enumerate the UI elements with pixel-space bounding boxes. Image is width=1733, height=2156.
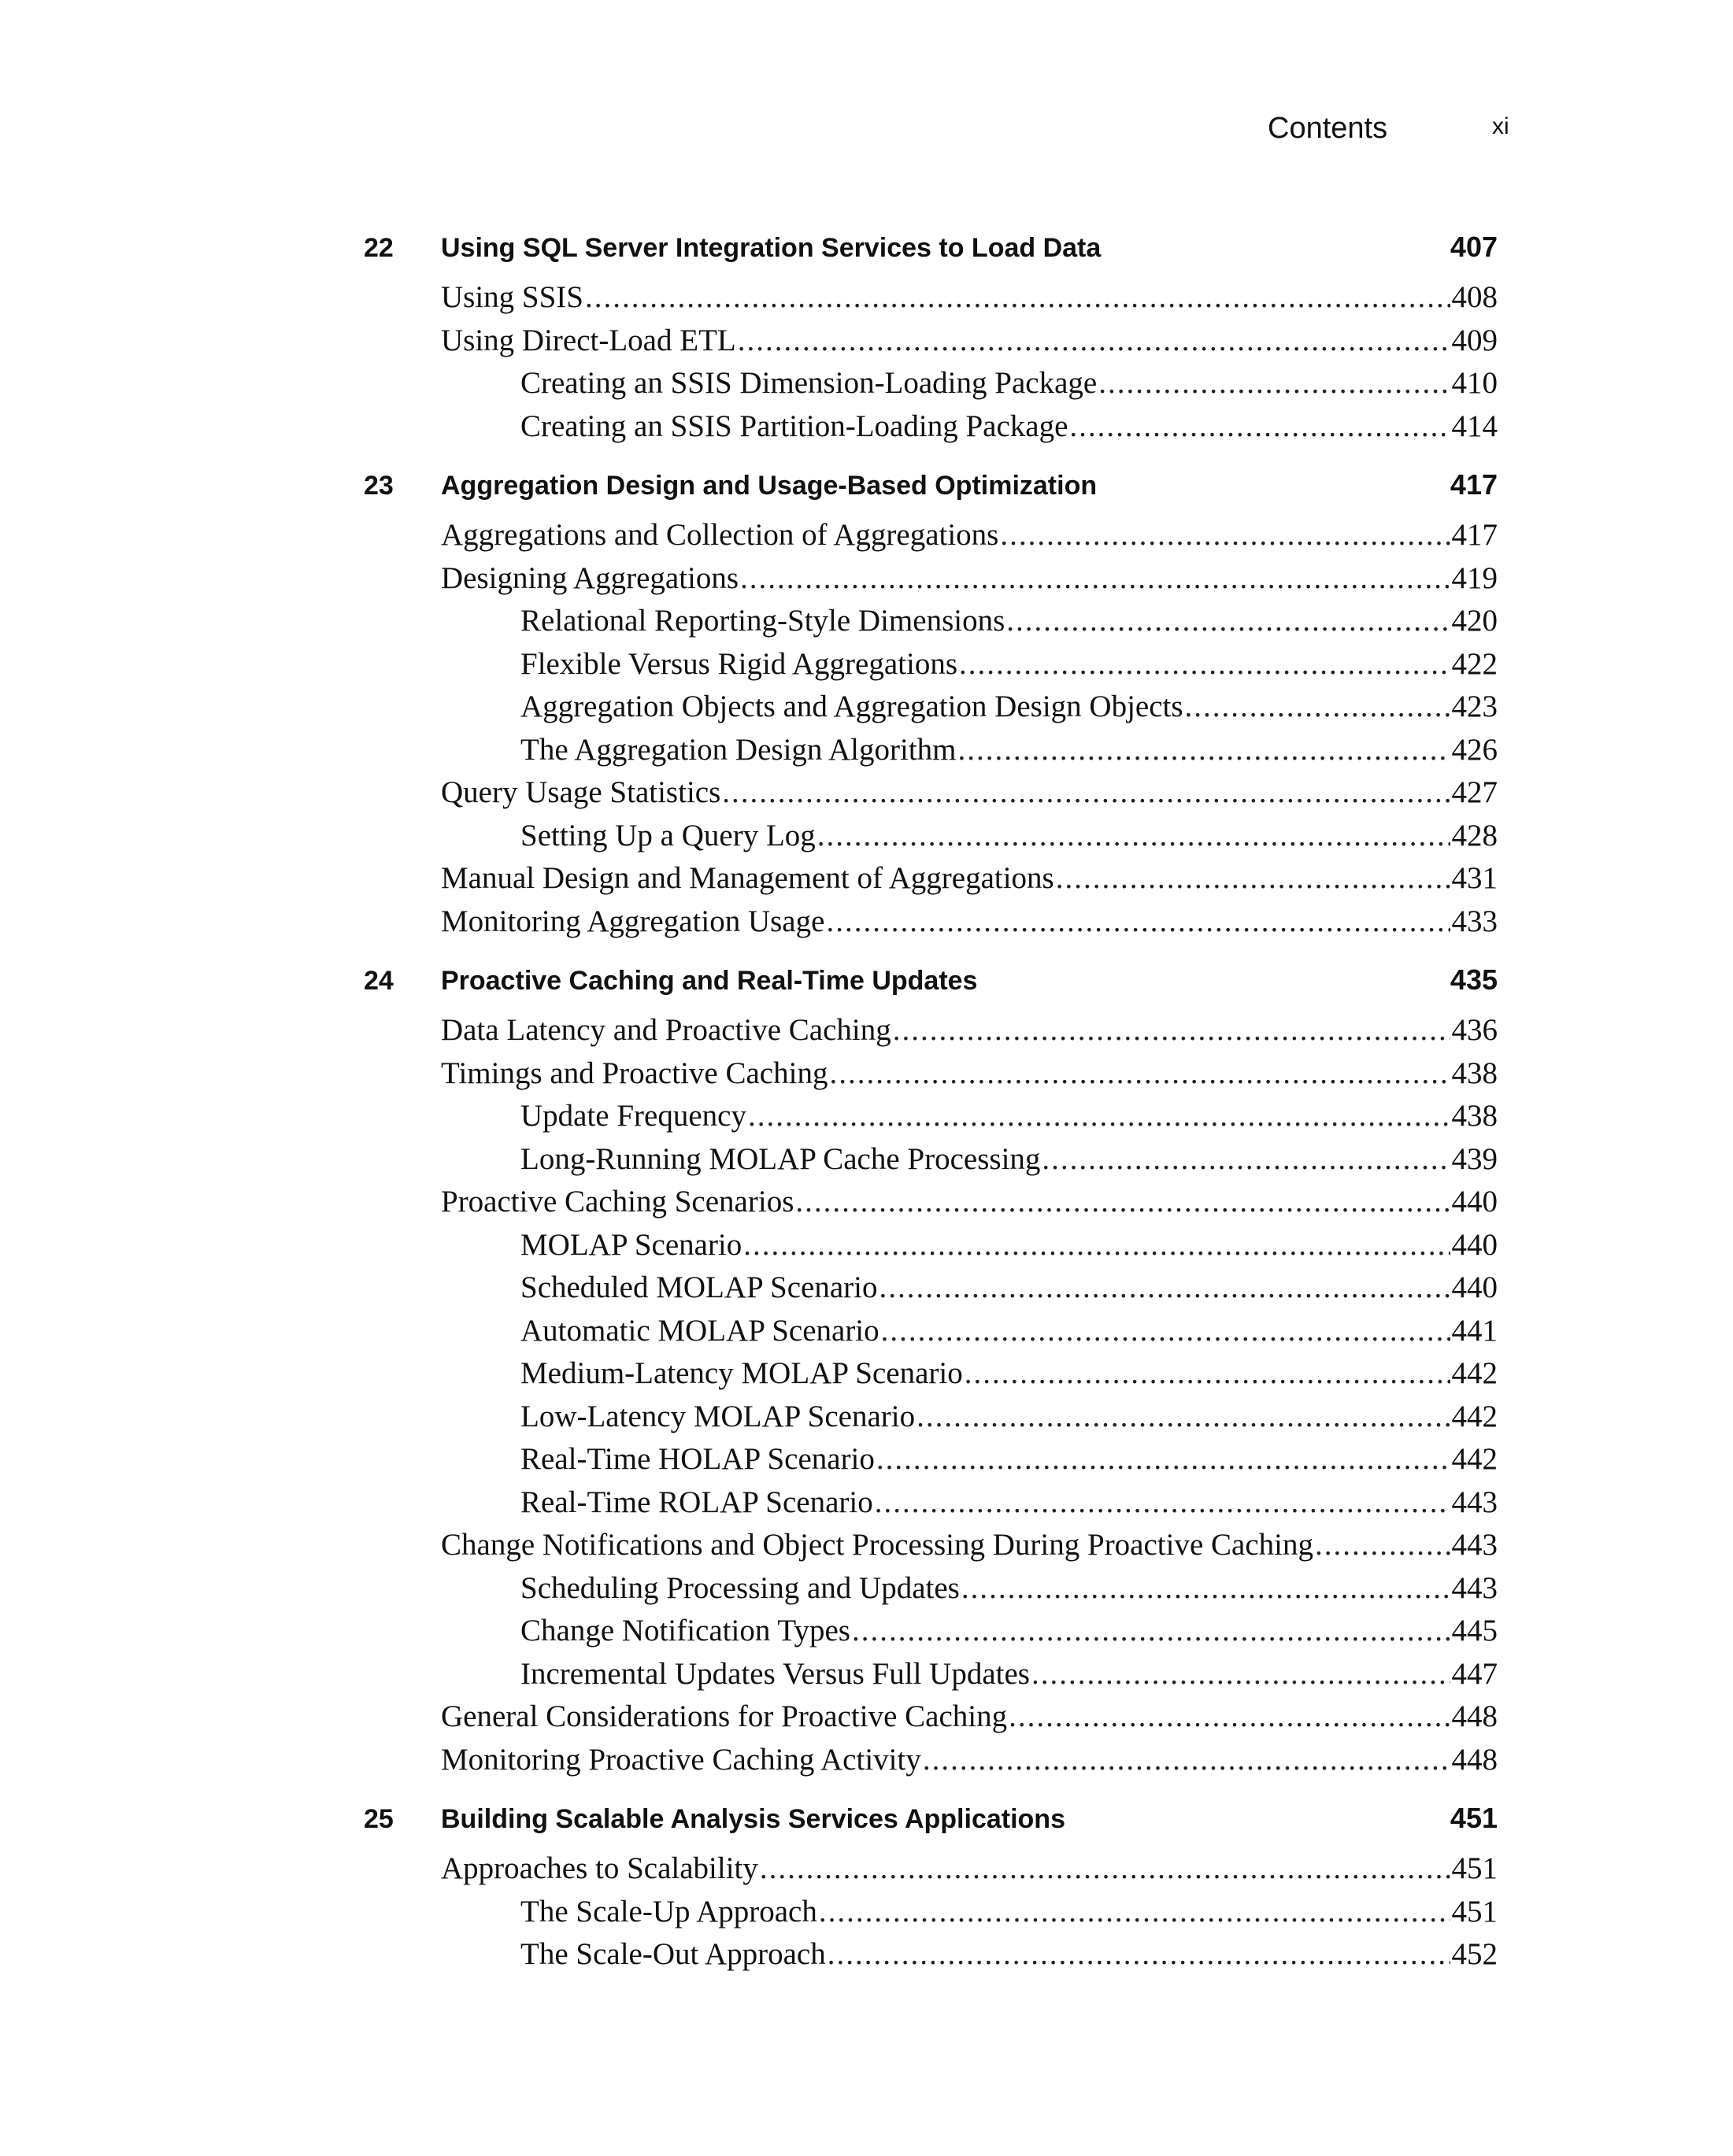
entry-title: Real-Time HOLAP Scenario — [520, 1442, 875, 1476]
entry-page-number: 427 — [1451, 775, 1498, 809]
entry-page-number: 428 — [1451, 818, 1498, 852]
chapter-title: Using SQL Server Integration Services to Load Data — [441, 233, 1102, 263]
entry-page-number: 445 — [1451, 1614, 1498, 1648]
entry-title: Monitoring Aggregation Usage — [441, 904, 825, 938]
dot-leader — [585, 279, 1450, 315]
dot-leader — [852, 1613, 1450, 1648]
chapter-title: Aggregation Design and Usage-Based Optimization — [441, 471, 1098, 501]
dot-leader — [1185, 689, 1450, 724]
entry-page-number: 422 — [1451, 646, 1498, 681]
entry-page-number: 419 — [1451, 560, 1498, 595]
entry-page-number: 423 — [1451, 690, 1498, 723]
entry-title: Relational Reporting-Style Dimensions — [520, 604, 1005, 638]
entry-title: Proactive Caching Scenarios — [441, 1185, 794, 1219]
entry-title: Flexible Versus Rigid Aggregations — [520, 646, 958, 681]
chapter-page-number: 451 — [1450, 1802, 1498, 1834]
entry-title: Data Latency and Proactive Caching — [441, 1013, 891, 1047]
toc-subsection-entry[interactable] — [364, 818, 1498, 861]
dot-leader — [916, 1399, 1450, 1434]
dot-leader — [1056, 860, 1450, 896]
toc-section-entry[interactable] — [364, 1699, 1498, 1742]
entry-title: The Scale-Out Approach — [520, 1937, 826, 1971]
entry-title: Query Usage Statistics — [441, 775, 721, 809]
chapter-title: Proactive Caching and Real-Time Updates — [441, 966, 978, 996]
dot-leader — [826, 904, 1450, 939]
chapter-title: Building Scalable Analysis Services Applications — [441, 1804, 1065, 1834]
entry-title: Change Notifications and Object Processing During Proactive Caching — [441, 1528, 1313, 1562]
entry-page-number: 442 — [1451, 1442, 1498, 1476]
dot-leader — [876, 1441, 1450, 1477]
entry-page-number: 440 — [1451, 1270, 1498, 1304]
chapter-page-number: 417 — [1450, 468, 1498, 501]
dot-leader — [961, 1570, 1450, 1606]
chapter-number: 24 — [364, 966, 394, 996]
dot-leader — [819, 1894, 1450, 1929]
entry-page-number: 451 — [1451, 1894, 1498, 1929]
dot-leader — [965, 1355, 1450, 1391]
toc-subsection-entry[interactable] — [364, 1656, 1498, 1699]
toc-chapter — [364, 468, 1498, 946]
dot-leader — [1009, 1699, 1450, 1734]
entry-title: General Considerations for Proactive Caching — [441, 1699, 1008, 1733]
entry-page-number: 433 — [1451, 904, 1498, 938]
toc-section-entry[interactable] — [364, 1012, 1498, 1056]
toc-chapter — [364, 1802, 1498, 1980]
entry-page-number: 443 — [1451, 1528, 1498, 1562]
entry-page-number: 410 — [1451, 366, 1498, 400]
dot-leader — [958, 732, 1450, 767]
toc-section-entry[interactable] — [364, 1742, 1498, 1785]
page-number: xi — [1492, 113, 1509, 139]
dot-leader — [740, 560, 1450, 596]
entry-title: Creating an SSIS Partition-Loading Package — [520, 409, 1068, 443]
entry-page-number: 451 — [1451, 1851, 1498, 1885]
entry-title: Setting Up a Query Log — [520, 818, 816, 852]
toc-subsection-entry[interactable] — [364, 1355, 1498, 1399]
entry-page-number: 440 — [1451, 1227, 1498, 1262]
toc-section-entry[interactable] — [364, 517, 1498, 560]
entry-title: Manual Design and Management of Aggregations — [441, 861, 1054, 895]
dot-leader — [795, 1184, 1450, 1219]
dot-leader — [1315, 1527, 1450, 1562]
entry-page-number: 431 — [1451, 861, 1498, 895]
running-head-section: Contents — [1268, 112, 1388, 145]
dot-leader — [1031, 1656, 1450, 1692]
toc-subsection-entry[interactable] — [364, 1936, 1498, 1980]
chapter-page-number: 435 — [1450, 963, 1498, 996]
dot-leader — [760, 1851, 1450, 1886]
entry-title: Approaches to Scalability — [441, 1851, 758, 1885]
entry-page-number: 442 — [1451, 1399, 1498, 1433]
dot-leader — [743, 1227, 1450, 1263]
entry-title: Update Frequency — [520, 1099, 746, 1133]
entry-page-number: 409 — [1451, 323, 1498, 357]
dot-leader — [738, 323, 1450, 358]
entry-page-number: 439 — [1451, 1141, 1498, 1176]
entry-page-number: 414 — [1451, 409, 1498, 443]
toc-subsection-entry[interactable] — [364, 1313, 1498, 1356]
dot-leader — [881, 1313, 1450, 1348]
entry-title: Aggregation Objects and Aggregation Design Objects — [520, 690, 1183, 723]
toc-subsection-entry[interactable] — [364, 689, 1498, 732]
dot-leader — [1098, 365, 1450, 401]
toc-subsection-entry[interactable] — [364, 409, 1498, 452]
toc-chapter-heading[interactable] — [364, 963, 1498, 1012]
entry-title: Monitoring Proactive Caching Activity — [441, 1742, 921, 1777]
toc-section-entry[interactable] — [364, 323, 1498, 366]
toc-subsection-entry[interactable] — [364, 1098, 1498, 1141]
running-head — [0, 112, 1733, 159]
toc-chapter — [364, 231, 1498, 451]
chapter-number: 25 — [364, 1804, 394, 1834]
toc-chapter — [364, 963, 1498, 1784]
dot-leader — [923, 1742, 1450, 1777]
entry-title: Long-Running MOLAP Cache Processing — [520, 1141, 1041, 1176]
entry-title: Using SSIS — [441, 280, 583, 314]
entry-page-number: 448 — [1451, 1699, 1498, 1733]
dot-leader — [748, 1098, 1450, 1133]
entry-page-number: 436 — [1451, 1013, 1498, 1047]
entry-page-number: 408 — [1451, 280, 1498, 314]
toc-subsection-entry[interactable] — [364, 1485, 1498, 1528]
toc-section-entry[interactable] — [364, 1056, 1498, 1099]
toc-subsection-entry[interactable] — [364, 646, 1498, 690]
entry-page-number: 420 — [1451, 604, 1498, 638]
toc-subsection-entry[interactable] — [364, 603, 1498, 646]
entry-page-number: 417 — [1451, 518, 1498, 552]
toc-subsection-entry[interactable] — [364, 1399, 1498, 1442]
dot-leader — [828, 1936, 1450, 1972]
toc-chapter-heading[interactable] — [364, 468, 1498, 517]
toc-section-entry[interactable] — [364, 1527, 1498, 1570]
toc-section-entry[interactable] — [364, 904, 1498, 947]
entry-page-number: 443 — [1451, 1485, 1498, 1519]
entry-page-number: 448 — [1451, 1742, 1498, 1777]
dot-leader — [879, 1270, 1450, 1305]
entry-title: The Scale-Up Approach — [520, 1894, 817, 1929]
dot-leader — [1069, 409, 1450, 444]
chapter-page-number: 407 — [1450, 231, 1498, 263]
entry-title: Change Notification Types — [520, 1614, 850, 1648]
toc-subsection-entry[interactable] — [364, 1270, 1498, 1313]
entry-title: Using Direct-Load ETL — [441, 323, 736, 357]
entry-page-number: 443 — [1451, 1570, 1498, 1605]
entry-title: Low-Latency MOLAP Scenario — [520, 1399, 916, 1433]
toc-chapter-heading[interactable] — [364, 1802, 1498, 1851]
dot-leader — [1000, 517, 1450, 553]
entry-title: Scheduling Processing and Updates — [520, 1570, 960, 1605]
dot-leader — [893, 1012, 1450, 1048]
dot-leader — [1042, 1141, 1450, 1177]
entry-page-number: 447 — [1451, 1656, 1498, 1691]
toc-section-entry[interactable] — [364, 775, 1498, 818]
entry-title: Automatic MOLAP Scenario — [520, 1313, 879, 1348]
toc-subsection-entry[interactable] — [364, 1570, 1498, 1614]
table-of-contents — [364, 231, 1498, 1980]
toc-subsection-entry[interactable] — [364, 1227, 1498, 1270]
entry-title: The Aggregation Design Algorithm — [520, 732, 957, 767]
entry-title: Timings and Proactive Caching — [441, 1056, 828, 1090]
toc-section-entry[interactable] — [364, 560, 1498, 604]
toc-section-entry[interactable] — [364, 1851, 1498, 1894]
dot-leader — [959, 646, 1450, 682]
dot-leader — [875, 1485, 1450, 1520]
entry-page-number: 426 — [1451, 732, 1498, 767]
toc-chapter-heading[interactable] — [364, 231, 1498, 279]
toc-subsection-entry[interactable] — [364, 365, 1498, 409]
dot-leader — [817, 818, 1450, 853]
dot-leader — [722, 775, 1450, 810]
entry-page-number: 440 — [1451, 1185, 1498, 1219]
toc-section-entry[interactable] — [364, 1184, 1498, 1227]
entry-title: Real-Time ROLAP Scenario — [520, 1485, 873, 1519]
entry-title: MOLAP Scenario — [520, 1227, 742, 1262]
toc-subsection-entry[interactable] — [364, 1141, 1498, 1185]
entry-page-number: 438 — [1451, 1099, 1498, 1133]
entry-title: Incremental Updates Versus Full Updates — [520, 1656, 1030, 1691]
toc-subsection-entry[interactable] — [364, 1441, 1498, 1485]
entry-page-number: 441 — [1451, 1313, 1498, 1348]
dot-leader — [829, 1056, 1450, 1091]
toc-subsection-entry[interactable] — [364, 732, 1498, 775]
entry-page-number: 452 — [1451, 1937, 1498, 1971]
entry-title: Creating an SSIS Dimension-Loading Package — [520, 366, 1098, 400]
dot-leader — [1006, 603, 1450, 638]
entry-title: Scheduled MOLAP Scenario — [520, 1270, 878, 1304]
toc-section-entry[interactable] — [364, 279, 1498, 323]
entry-title: Aggregations and Collection of Aggregations — [441, 518, 999, 552]
entry-title: Designing Aggregations — [441, 560, 739, 595]
toc-subsection-entry[interactable] — [364, 1613, 1498, 1656]
entry-page-number: 442 — [1451, 1356, 1498, 1390]
entry-title: Medium-Latency MOLAP Scenario — [520, 1356, 963, 1390]
chapter-number: 23 — [364, 471, 394, 501]
toc-section-entry[interactable] — [364, 860, 1498, 904]
toc-subsection-entry[interactable] — [364, 1894, 1498, 1937]
entry-page-number: 438 — [1451, 1056, 1498, 1090]
chapter-number: 22 — [364, 233, 394, 263]
